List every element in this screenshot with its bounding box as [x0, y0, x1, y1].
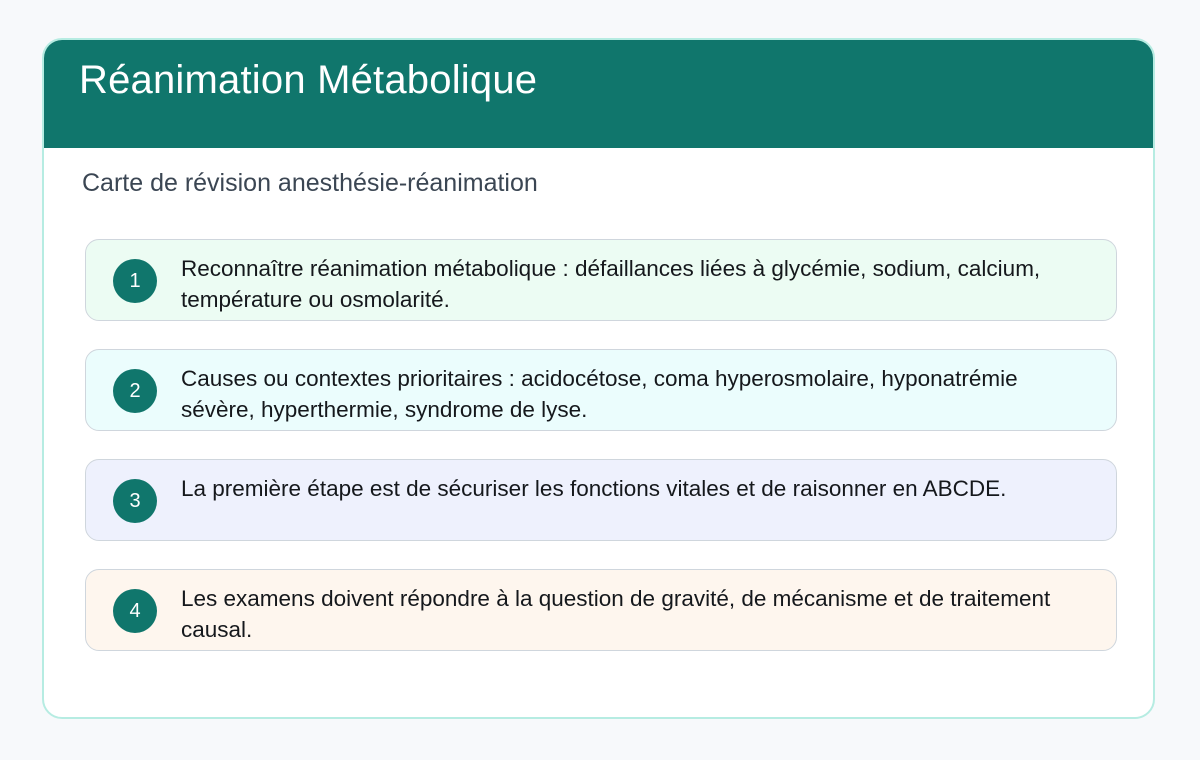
- card-header: [42, 38, 1155, 148]
- item-text: Les examens doivent répondre à la question de gravité, de mécanisme et de traitement causal.: [181, 586, 1051, 642]
- item-text: Reconnaître réanimation métabolique : défaillances liées à glycémie, sodium, calcium, température ou osmolarité.: [181, 256, 1041, 312]
- page-title: Réanimation Métabolique: [79, 58, 538, 102]
- item-number-badge: 4: [113, 589, 157, 633]
- item-number-badge: 2: [113, 369, 157, 413]
- item-number-badge: 1: [113, 259, 157, 303]
- card-subtitle: Carte de révision anesthésie-réanimation: [82, 169, 538, 197]
- list-item-4: [85, 569, 1117, 651]
- list-item-3: [85, 459, 1117, 541]
- item-text: La première étape est de sécuriser les fonctions vitales et de raisonner en ABCDE.: [181, 476, 1007, 501]
- list-item-1: [85, 239, 1117, 321]
- item-text: Causes ou contextes prioritaires : acidocétose, coma hyperosmolaire, hyponatrémie sévère, hyperthermie, syndrome de lyse.: [181, 366, 1018, 422]
- list-item-2: [85, 349, 1117, 431]
- item-number-badge: 3: [113, 479, 157, 523]
- revision-card: [42, 38, 1155, 719]
